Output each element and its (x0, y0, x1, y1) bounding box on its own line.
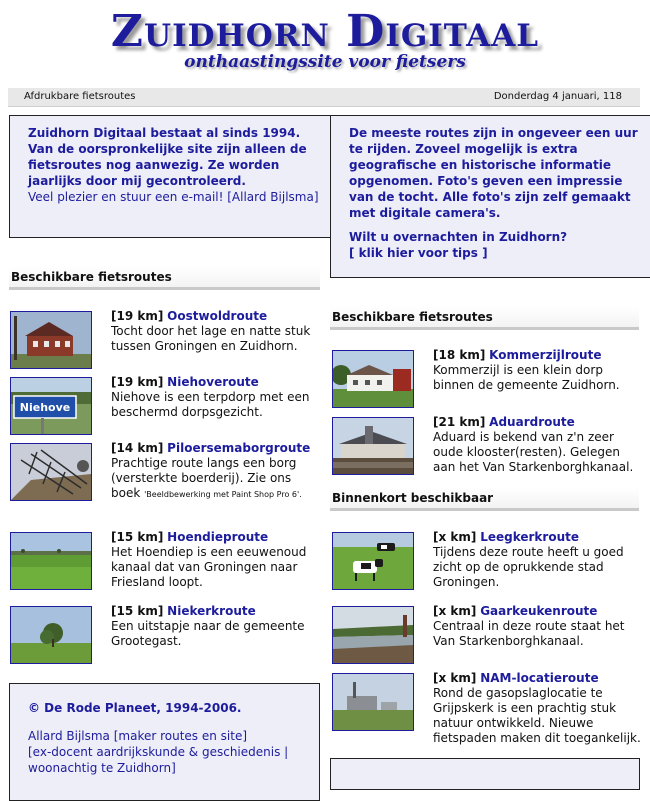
route-description: Tijdens deze route heeft u goed zicht op de oprukkende stad Groningen. (433, 545, 624, 589)
copyright-text: © De Rode Planeet, 1994-2006. (28, 701, 242, 715)
footer-box (9, 683, 320, 801)
town-sign-photo[interactable] (10, 377, 92, 435)
top-bar (8, 88, 640, 107)
route-link-leegkerk[interactable]: Leegkerkroute (480, 530, 579, 544)
intro-box-right (330, 115, 650, 278)
site-logo-title: Zuidhorn Digitaal (110, 6, 540, 57)
route-distance: [14 km] (111, 441, 164, 455)
route-distance: [19 km] (111, 375, 164, 389)
current-date: Donderdag 4 januari, 118 (493, 91, 622, 102)
book-note: 'Beeldbewerking met Paint Shop Pro 6'. (144, 490, 302, 499)
available-routes-heading-left: Beschikbare fietsroutes (9, 267, 320, 290)
intro-box-left (9, 115, 332, 238)
email-link[interactable]: Veel plezier en stuur een e-mail! [Allard Bijlsma] (28, 190, 319, 204)
tips-link[interactable]: [ klik hier voor tips ] (349, 246, 488, 260)
route-item-niehove (10, 377, 320, 437)
available-routes-heading-right: Beschikbare fietsroutes (330, 307, 639, 330)
route-link-kommerzijl[interactable]: Kommerzijlroute (489, 348, 602, 362)
tree-photo[interactable] (10, 606, 92, 664)
route-distance: [x km] (433, 671, 477, 685)
route-distance: [x km] (433, 530, 477, 544)
route-description: Het Hoendiep is een eeuwenoud kanaal dat van Groningen naar Friesland loopt. (111, 545, 307, 589)
meadow-photo[interactable] (10, 532, 92, 590)
route-description: Tocht door het lage en natte stuk tussen Groningen en Zuidhorn. (111, 324, 311, 353)
route-link-aduard[interactable]: Aduardroute (489, 415, 575, 429)
route-distance: [18 km] (433, 348, 486, 362)
cows-photo[interactable] (332, 532, 414, 590)
route-description: Aduard is bekend van z'n zeer oude klooster(resten). Gelegen aan het Van Starkenborghkanaal. (433, 430, 634, 474)
route-link-niehove[interactable]: Niehoveroute (167, 375, 259, 389)
route-distance: [15 km] (111, 604, 164, 618)
route-description: Rond de gasopslaglocatie te Grijpskerk is een prachtig stuk natuur ontwikkeld. Nieuwe fietspaden maken dit toegankelijk. (433, 686, 641, 745)
upcoming-routes-heading: Binnenkort beschikbaar (330, 488, 639, 511)
route-item-aduard (332, 417, 642, 487)
canal-photo[interactable] (332, 606, 414, 664)
overnight-question: Wilt u overnachten in Zuidhorn? (349, 230, 568, 244)
bio-line: [ex-docent aardrijkskunde & geschiedenis | woonachtig te Zuidhorn] (28, 745, 289, 775)
route-item-hoendiep (10, 532, 320, 592)
route-distance: [x km] (433, 604, 477, 618)
intro-text: Zuidhorn Digitaal bestaat al sinds 1994. Van de oorspronkelijke site zijn alleen de fietsroutes nog aanwezig. Ze worden jaarlijks door mij gecontroleerd. (28, 126, 307, 188)
route-item-leegkerk (332, 532, 642, 592)
route-item-niekerk (10, 606, 320, 666)
gas-site-photo[interactable] (332, 673, 414, 731)
route-link-niekerk[interactable]: Niekerkroute (167, 604, 256, 618)
route-description: Niehove is een terpdorp met een beschermd dorpsgezicht. (111, 390, 310, 419)
route-description: Kommerzijl is een klein dorp binnen de gemeente Zuidhorn. (433, 363, 620, 392)
route-description: Centraal in deze route staat het Van Starkenborghkanaal. (433, 619, 625, 648)
bottom-right-box (330, 758, 640, 790)
church-photo[interactable] (332, 417, 414, 475)
route-item-kommerzijl (332, 350, 642, 410)
route-item-piloersemaborg (10, 443, 320, 523)
windmill-photo[interactable] (10, 443, 92, 501)
site-logo-subtitle: onthaastingssite voor fietsers (184, 52, 466, 72)
farmhouse-photo[interactable] (332, 350, 414, 408)
route-distance: [15 km] (111, 530, 164, 544)
route-link-nam-locatie[interactable]: NAM-locatieroute (480, 671, 599, 685)
route-link-oostwold[interactable]: Oostwoldroute (167, 309, 268, 323)
route-item-gaarkeuken (332, 606, 642, 666)
route-description: Prachtige route langs een borg (versterkte boerderij). Zie ons boek (111, 456, 297, 500)
sign-text: Niehove (19, 401, 71, 414)
author-line[interactable]: Allard Bijlsma [maker routes en site] (28, 729, 248, 743)
route-description: Een uitstapje naar de gemeente Grootegast. (111, 619, 305, 648)
route-distance: [19 km] (111, 309, 164, 323)
route-link-hoendiep[interactable]: Hoendieproute (167, 530, 269, 544)
house-photo[interactable] (10, 311, 92, 369)
route-info-text: De meeste routes zijn in ongeveer een uur te rijden. Zoveel mogelijk is extra geografische en historische informatie opgenomen. Foto's geven een impressie van de tocht. Alle foto's zijn zelf gemaakt met digitale camera's. (349, 126, 638, 220)
route-distance: [21 km] (433, 415, 486, 429)
route-item-nam-locatie (332, 673, 642, 743)
route-link-gaarkeuken[interactable]: Gaarkeukenroute (480, 604, 598, 618)
route-link-piloersemaborg[interactable]: Piloersemaborgroute (167, 441, 311, 455)
printable-routes-link[interactable]: Afdrukbare fietsroutes (24, 91, 136, 102)
route-item-oostwold (10, 311, 320, 371)
